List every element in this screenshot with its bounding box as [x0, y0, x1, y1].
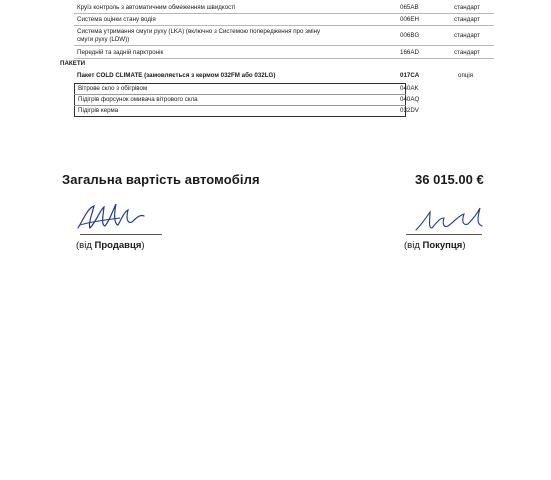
option-status: стандарт [454, 49, 480, 56]
option-name: Система оцінки стану водія [77, 16, 156, 23]
option-name: Система утримання смуги руху (LKA) (включно з Системою попередження про зміну [77, 28, 321, 35]
seller-signature-line [80, 234, 162, 235]
row-divider [74, 25, 494, 26]
option-name: Круїз контроль з автоматичним обмеженням швидкості [77, 4, 236, 11]
seller-signature-caption: (від Продавця) [76, 240, 145, 251]
package-item-name: Вітрове скло з обігрівом [78, 85, 148, 92]
buyer-signature [410, 200, 500, 238]
package-item-code: 040AK [400, 85, 419, 92]
row-divider [74, 58, 494, 59]
package-item-code: 032DV [400, 107, 419, 114]
package-status: опція [458, 72, 474, 79]
row-divider [74, 13, 494, 14]
option-status: стандарт [454, 4, 480, 11]
package-name: Пакет COLD CLIMATE (замовляється з кермом 032FM або 032LG) [77, 72, 276, 79]
option-status: стандарт [454, 32, 480, 39]
section-title-packages: ПАКЕТИ [60, 60, 86, 67]
seller-signature [70, 198, 170, 238]
option-status: стандарт [454, 16, 480, 23]
package-item-code: 040AQ [400, 96, 420, 103]
option-code: 166AD [400, 49, 419, 56]
buyer-signature-caption: (від Покупця) [404, 240, 466, 251]
option-name-cont: смуги руху (LDW)) [77, 36, 130, 43]
option-code: 065AB [400, 4, 419, 11]
row-divider [74, 105, 406, 106]
option-code: 006BG [400, 32, 420, 39]
option-row [74, 28, 494, 44]
total-price-label: Загальна вартість автомобіля [62, 172, 260, 187]
row-divider [74, 45, 494, 46]
row-divider [74, 94, 406, 95]
option-code: 006EH [400, 16, 419, 23]
buyer-signature-line [406, 234, 482, 235]
package-item-name: Підігрів керма [78, 107, 119, 114]
option-name: Передній та задній парктронік [77, 49, 164, 56]
total-price-value: 36 015.00 € [415, 172, 484, 187]
package-code: 017CA [400, 72, 420, 79]
package-item-name: Підігрів форсунок омивача вітрового скла [78, 96, 198, 103]
